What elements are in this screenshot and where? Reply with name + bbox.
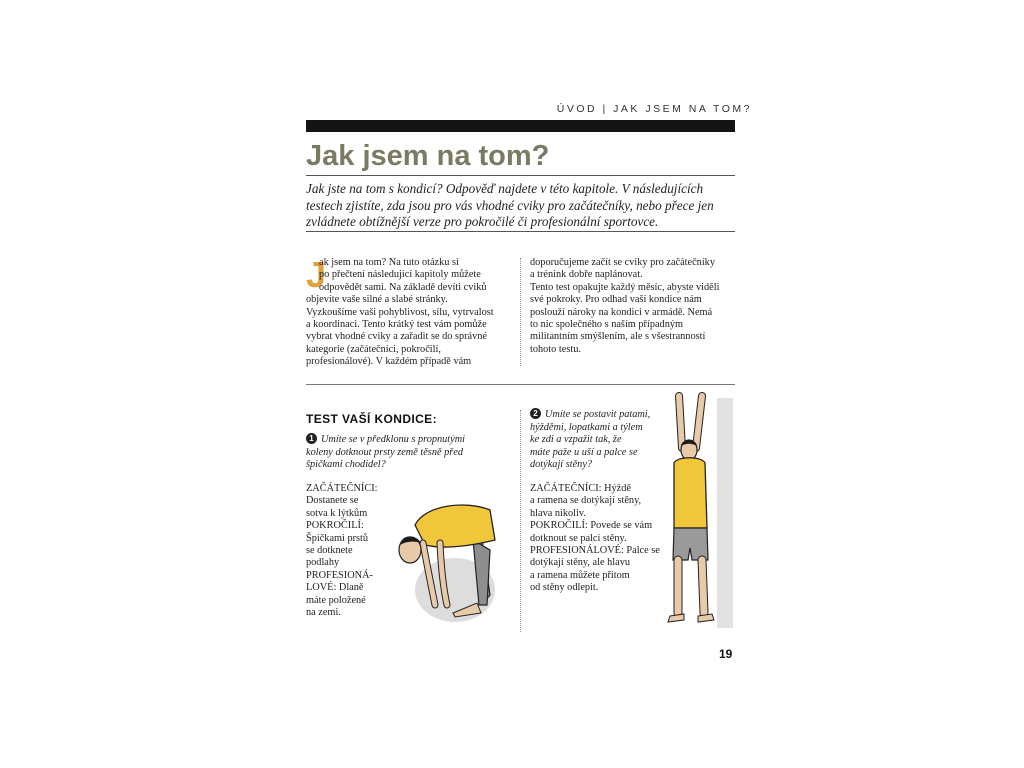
intro-paragraph: Jak jste na tom s kondicí? Odpověď najdete v této kapitole. V následujících testech zjistíte, zda jsou pro vás vhodné cviky pro začátečníky, nebo přece jen zvládnete obtížnější verze pro pokročilé či profesionální sportovce.: [306, 181, 714, 229]
title-rule: [306, 175, 735, 176]
body-line: poslouží nároky na kondici v armádě. Nemá: [530, 306, 713, 318]
answer-line: od stěny odlepit.: [530, 582, 599, 594]
question-line: máte paže u uší a palce se: [530, 446, 638, 458]
header-bar: [306, 120, 735, 132]
answer-line: Špičkami prstů: [306, 532, 369, 544]
body-line: objevíte vaše silné a slabé stránky.: [306, 294, 448, 306]
page-title: Jak jsem na tom?: [306, 140, 550, 172]
drop-cap: J: [306, 254, 327, 295]
answer-line: se dotknete: [306, 545, 353, 557]
question-line: špičkami chodidel?: [306, 459, 386, 471]
forward-bend-illustration: [395, 495, 520, 635]
feet: [668, 614, 714, 622]
answer-line: Dostanete se: [306, 495, 359, 507]
body-line: své pokroky. Pro odhad vaší kondice nám: [530, 294, 702, 306]
body-line: ak jsem na tom? Na tuto otázku si: [319, 257, 459, 268]
question-number-badge: 2: [530, 408, 541, 419]
answer-line: PROFESIONÁ-: [306, 569, 373, 581]
body-line: Tento test opakujte každý měsíc, abyste viděli: [530, 281, 720, 293]
question-line: koleny dotknout prsty země těsně před: [306, 446, 463, 458]
shorts: [673, 528, 708, 560]
answer-line: a ramena se dotýkají stěny,: [530, 495, 642, 507]
answer-line: a ramena můžete přitom: [530, 569, 630, 581]
body-line: tohoto testu.: [530, 343, 581, 355]
answer-line: dotýkají stěny, ale hlavu: [530, 557, 630, 569]
answer-line: podlahy: [306, 557, 340, 569]
body-line: militantním smýšlením, ale s všestranností: [530, 331, 706, 343]
column-divider: [520, 258, 521, 366]
page-number: 19: [719, 647, 733, 661]
body-line: to nic společného s naším případným: [530, 319, 683, 331]
body-column-left: [306, 254, 512, 369]
yellow-shirt: [674, 458, 707, 528]
answer-line: POKROČILÍ:: [306, 520, 364, 532]
body-line: profesionálové). V každém případě vám: [306, 356, 472, 368]
answer-line: ZAČÁTEČNÍCI:: [306, 483, 378, 494]
yellow-shirt: [415, 505, 495, 547]
answer-line: ZAČÁTEČNÍCI: Hýždě: [530, 483, 631, 494]
body-line: odpovědět sami. Na základě devíti cviků: [319, 281, 487, 293]
body-line: Vyzkoušíme vaši pohyblivost, sílu, vytrvalost: [306, 306, 494, 318]
body-line: a koordinaci. Tento krátký test vám pomůže: [306, 319, 487, 331]
wall-stand-illustration: [662, 388, 737, 633]
answer-line: dotknout se palci stěny.: [530, 532, 627, 544]
answer-line: na zemi.: [306, 607, 341, 619]
answer-line: LOVÉ: Dlaně: [306, 582, 364, 594]
body-line: doporučujeme začít se cviky pro začátečníky: [530, 257, 715, 268]
intro-rule: [306, 231, 735, 232]
answer-line: POKROČILÍ: Povede se vám: [530, 520, 653, 532]
answer-line: sotva k lýtkům: [306, 507, 368, 519]
answer-line: hlava nikoliv.: [530, 507, 586, 519]
section-rule: [306, 384, 735, 385]
question-line: hýžděmi, lopatkami a týlem: [530, 421, 643, 433]
question-line: Umíte se v předklonu s propnutými: [321, 434, 466, 445]
body-column-right: [530, 257, 736, 356]
body-line: a trénink dobře naplánovat.: [530, 269, 643, 281]
question-1: [306, 434, 511, 472]
question-line: ke zdi a vzpažit tak, že: [530, 434, 622, 446]
test-heading: TEST VAŠÍ KONDICE:: [306, 412, 437, 426]
running-head: ÚVOD | JAK JSEM NA TOM?: [556, 103, 752, 115]
answer-line: máte položené: [306, 594, 366, 606]
answer-line: PROFESIONÁLOVÉ: Palce se: [530, 545, 660, 557]
body-line: kategorie (začátečníci, pokročilí,: [306, 343, 441, 355]
body-line: vybrat vhodné cviky a zařadit se do správné: [306, 331, 487, 343]
column-divider-2: [520, 410, 521, 632]
question-number-badge: 1: [306, 433, 317, 444]
question-2: [530, 409, 670, 472]
wall-shadow: [717, 398, 733, 628]
body-line: po přečtení následující kapitoly můžete: [319, 269, 481, 281]
answers-2: [530, 483, 670, 595]
question-line: dotýkají stěny?: [530, 459, 593, 471]
question-line: Umíte se postavit patami,: [545, 409, 651, 420]
answers-1: [306, 483, 401, 619]
